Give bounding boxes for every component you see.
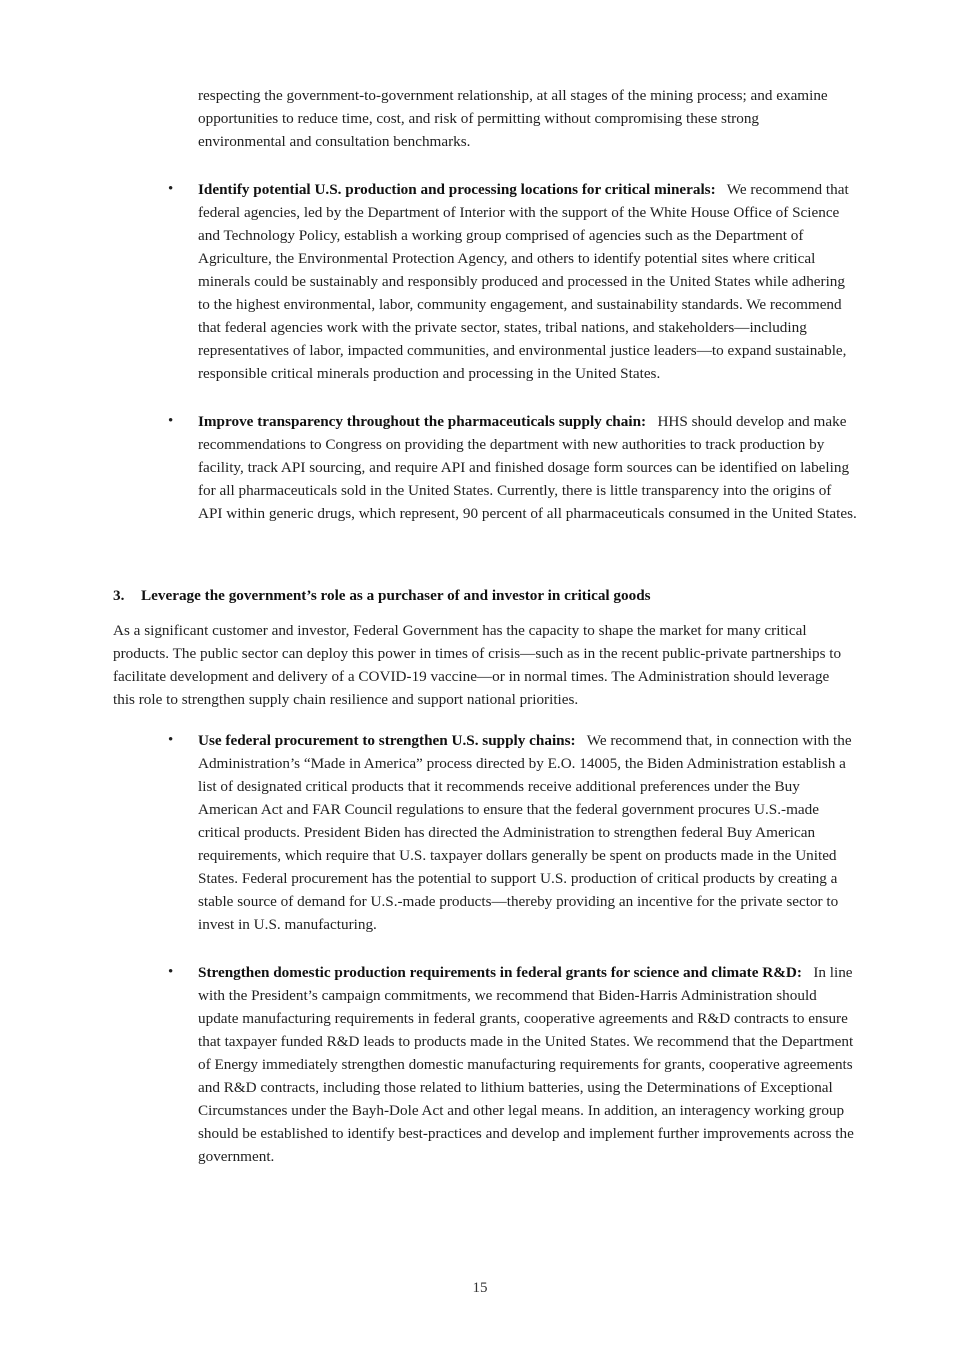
recommendation-list-minerals-pharma: [168, 178, 858, 525]
page-number: 15: [472, 1280, 488, 1296]
bullet-pharma-transparency: [168, 410, 858, 525]
section-heading: [113, 584, 873, 607]
bullet-body: We recommend that federal agencies, led by the Department of Interior with the support of the White House Office of Science and Technology Policy, establish a working group comprised of agencies such as the Department of Agriculture, the Environmental Protection Agency, and others to identify potential sites where critical minerals could be sustainably and responsibly produced and processed in the United States while adhering to the highest environmental, labor, community engagement, and sustainability standards. We recommend that federal agencies work with the private sector, states, tribal nations, and stakeholders—including representatives of labor, impacted communities, and environmental justice leaders—to expand sustainable, responsible critical minerals production and processing in the United States.: [198, 181, 849, 382]
bullet-body: We recommend that, in connection with the Administration’s “Made in America” process directed by E.O. 14005, the Biden Administration establish a list of designated critical products that it recommends receive additional preferences under the Buy American Act and FAR Council regulations to ensure that the federal government procures U.S.-made critical products. President Biden has directed the Administration to strengthen federal Buy American requirements, which require that U.S. taxpayer dollars generally be spent on products made in the United States. Federal procurement has the potential to support U.S. production of critical products by creating a stable source of demand for U.S.-made products—thereby providing an incentive for the private sector to invest in U.S. manufacturing.: [198, 732, 852, 933]
continuation-paragraph: respecting the government-to-government relationship, at all stages of the mining process; and examine opportunities to reduce time, cost, and risk of permitting without compromising these strong environmental and consultation benchmarks.: [198, 87, 828, 150]
bullet-lead: Use federal procurement to strengthen U.S. supply chains:: [198, 732, 584, 749]
bullet-critical-minerals-locations: [168, 178, 858, 385]
bullet-lead: Improve transparency throughout the pharmaceuticals supply chain:: [198, 413, 654, 430]
bullet-icon: •: [168, 732, 174, 748]
bullet-icon: •: [168, 413, 174, 429]
bullet-icon: •: [168, 181, 174, 197]
bullet-lead: Identify potential U.S. production and processing locations for critical minerals:: [198, 181, 724, 198]
bullet-domestic-production-grants: [168, 961, 858, 1168]
bullet-lead: Strengthen domestic production requirements in federal grants for science and climate R&D:: [198, 964, 810, 981]
bullet-icon: •: [168, 964, 174, 980]
bullet-body: HHS should develop and make recommendations to Congress on providing the department with new authorities to track production by facility, track API sourcing, and require API and finished dosage form sources can be identified on labeling for all pharmaceuticals sold in the United States. Currently, there is little transparency into the origins of API within generic drugs, which represent, 90 percent of all pharmaceuticals consumed in the United States.: [198, 413, 857, 522]
bullet-federal-procurement: [168, 729, 858, 936]
recommendation-list-procurement: [168, 729, 858, 1168]
bullet-body: In line with the President’s campaign commitments, we recommend that Biden-Harris Administration should update manufacturing requirements in federal grants, cooperative agreements and R&D contracts to ensure that taxpayer funded R&D leads to products made in the United States. We recommend that the Department of Energy immediately strengthen domestic manufacturing requirements for grants, cooperative agreements and R&D contracts, including those related to lithium batteries, using the Determinations of Exceptional Circumstances under the Bayh-Dole Act and other legal means. In addition, an interagency working group should be established to identify best-practices and develop and implement further improvements across the government.: [198, 964, 854, 1165]
section-number: 3.: [113, 587, 125, 604]
section-intro-paragraph: As a significant customer and investor, Federal Government has the capacity to shape the market for many critical products. The public sector can deploy this power in times of crisis—such as in the recent public-private partnerships to facilitate development and delivery of a COVID-19 vaccine—or in normal times. The Administration should leverage this role to strengthen supply chain resilience and support national priorities.: [113, 622, 842, 708]
section-title: Leverage the government’s role as a purchaser of and investor in critical goods: [141, 587, 651, 604]
